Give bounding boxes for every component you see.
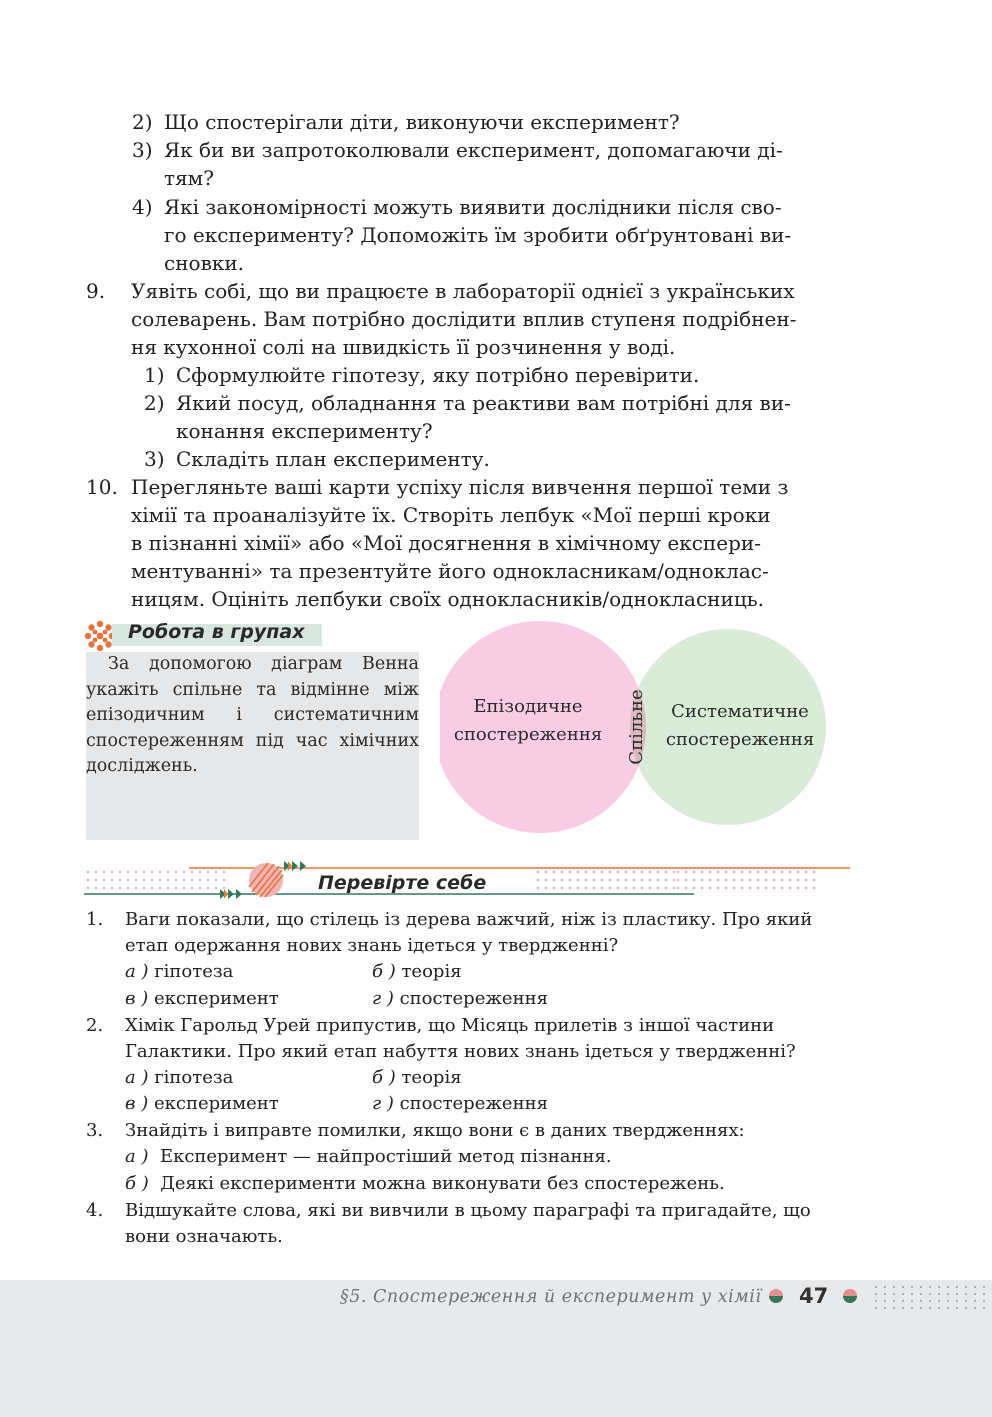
- sub-item-text: Який посуд, обладнання та реактиви вам потрібні для ви-: [176, 391, 791, 415]
- sub-item-text: Що спостерігали діти, виконуючи експеримент?: [164, 110, 680, 134]
- sub-item-text: Сформулюйте гіпотезу, яку потрібно перевірити.: [176, 363, 700, 387]
- answer-option-g: г ) спостереження: [372, 1093, 548, 1114]
- venn-right-label-1: Систематичне: [671, 701, 809, 722]
- answer-option-a: а ) гіпотеза: [125, 1067, 234, 1088]
- task-text: Уявіть собі, що ви працюєте в лабораторії однієї з українських: [131, 279, 795, 303]
- task-number: 9.: [86, 279, 106, 303]
- sub-item-text: Складіть план експерименту.: [176, 447, 490, 471]
- question-text: Хімік Гарольд Урей припустив, що Місяць прилетів з іншої частини: [125, 1015, 775, 1036]
- question-text: етап одержання нових знань ідеться у твердженні?: [125, 935, 619, 956]
- sub-item-text: Які закономірності можуть виявити дослідники після сво-: [164, 195, 782, 219]
- answer-option-v: в ) експеримент: [125, 1093, 279, 1114]
- sub-item-text: Як би ви запротоколювали експеримент, допомагаючи ді-: [164, 138, 783, 162]
- group-task-text: За допомогою діаграм Венна укажіть спільне та відмінне між епізодичним і систематичним спостереженням під час хімічних досліджень.: [86, 654, 419, 776]
- question-text: Галактики. Про який етап набуття нових знань ідеться у твердженні?: [125, 1041, 796, 1062]
- question-number: 2.: [86, 1015, 104, 1036]
- sub-item-text: сновки.: [164, 251, 245, 275]
- answer-option-v: в ) експеримент: [125, 988, 279, 1009]
- sub-item-text: тям?: [164, 166, 214, 190]
- sub-item-number: 4): [132, 195, 153, 219]
- question-number: 4.: [86, 1200, 104, 1221]
- statement-b: б ) Деякі експерименти можна виконувати без спостережень.: [125, 1173, 725, 1194]
- group-work-title: Робота в групах: [128, 621, 305, 643]
- venn-left-label-1: Епізодичне: [473, 696, 583, 717]
- page-number-left-dot-icon: [768, 1288, 784, 1304]
- venn-diagram: [440, 615, 830, 840]
- answer-option-g: г ) спостереження: [372, 988, 548, 1009]
- task-text: в пізнанні хімії» або «Мої досягнення в хімічному експери-: [131, 531, 761, 555]
- task-text: Перегляньте ваші карти успіху після вивчення першої теми з: [131, 475, 789, 499]
- sub-item-number: 1): [144, 363, 165, 387]
- task-text: хімії та проаналізуйте їх. Створіть лепбук «Мої перші кроки: [131, 503, 771, 527]
- sub-item-text: конання експерименту?: [176, 419, 433, 443]
- question-text: вони означають.: [125, 1226, 283, 1247]
- question-number: 1.: [86, 909, 104, 930]
- footer-dot-grid: [872, 1284, 992, 1310]
- venn-center-label: Спільне: [626, 689, 647, 765]
- task-text: ницям. Оцініть лепбуки своїх однокласників/однокласниць.: [131, 587, 764, 611]
- task-text: ня кухонної солі на швидкість її розчинення у воді.: [131, 335, 676, 359]
- question-number: 3.: [86, 1120, 104, 1141]
- sub-item-number: 3): [132, 138, 153, 162]
- statement-a: а ) Експеримент — найпростіший метод пізнання.: [125, 1146, 612, 1167]
- footer-section-title: §5. Спостереження й експеримент у хімії: [340, 1287, 762, 1307]
- task-text: солеварень. Вам потрібно дослідити вплив ступеня подрібнен-: [131, 307, 797, 331]
- answer-option-a: а ) гіпотеза: [125, 961, 234, 982]
- question-text: Відшукайте слова, які ви вивчили в цьому параграфі та пригадайте, що: [125, 1200, 811, 1221]
- sub-item-text: го експерименту? Допоможіть їм зробити обґрунтовані ви-: [164, 223, 792, 247]
- page-number: 47: [799, 1284, 829, 1308]
- sub-item-number: 2): [132, 110, 153, 134]
- answer-option-b: б ) теорія: [372, 961, 462, 982]
- question-text: Знайдіть і виправте помилки, якщо вони є в даних твердженнях:: [125, 1120, 745, 1141]
- question-text: Ваги показали, що стілець із дерева важчий, ніж із пластику. Про який: [125, 909, 813, 930]
- task-number: 10.: [86, 475, 118, 499]
- answer-option-b: б ) теорія: [372, 1067, 462, 1088]
- sub-item-number: 3): [144, 447, 165, 471]
- venn-right-label-2: спостереження: [665, 729, 815, 750]
- page-number-right-dot-icon: [842, 1288, 858, 1304]
- check-yourself-title: Перевірте себе: [318, 872, 487, 894]
- venn-right-circle: [630, 629, 826, 825]
- sub-item-number: 2): [144, 391, 165, 415]
- task-text: ментуванні» та презентуйте його однокласникам/одноклас-: [131, 559, 769, 583]
- venn-left-label-2: спостереження: [453, 724, 603, 745]
